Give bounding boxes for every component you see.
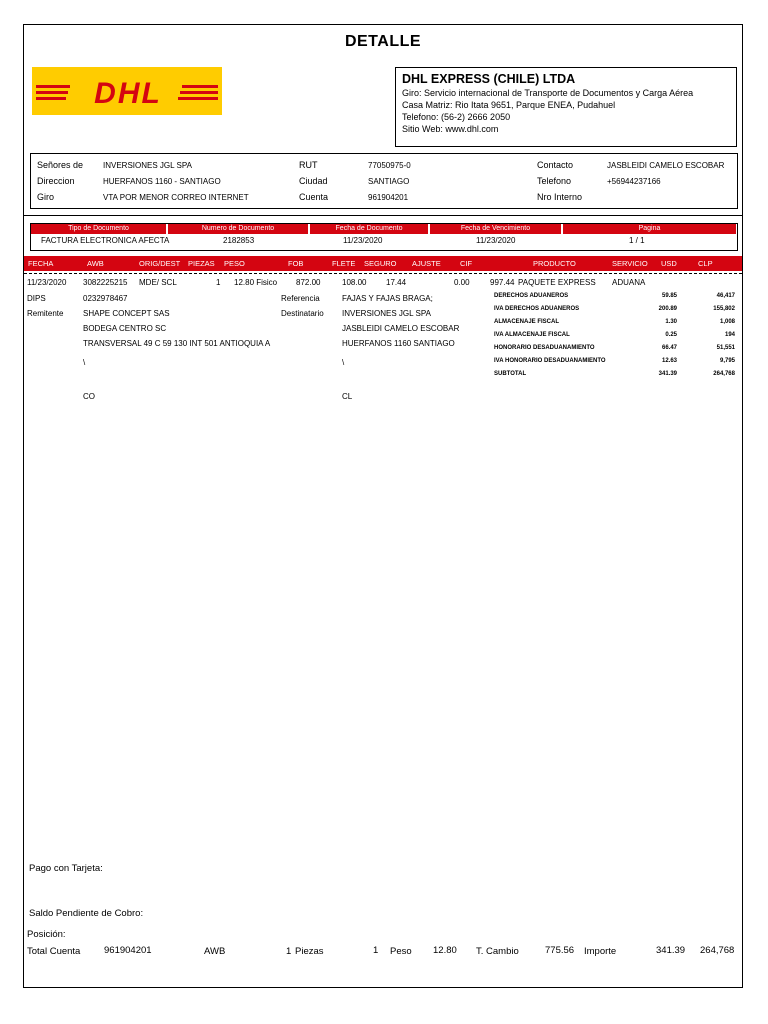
- referencia-label: Referencia: [281, 294, 320, 303]
- remitente-line: \: [83, 358, 86, 367]
- label-direccion: Direccion: [37, 176, 75, 186]
- destinatario-line: HUERFANOS 1160 SANTIAGO: [342, 339, 455, 348]
- company-giro: Giro: Servicio internacional de Transporte de Documentos y Carga Aérea: [402, 88, 694, 98]
- section-divider: [24, 215, 742, 216]
- label-telefono: Telefono: [537, 176, 572, 186]
- subtotal-clp: 264,768: [713, 371, 735, 377]
- row-producto: PAQUETE EXPRESS: [518, 278, 596, 287]
- label-rut: RUT: [299, 160, 318, 170]
- row-cif: 997.44: [490, 278, 515, 287]
- row-fecha: 11/23/2020: [27, 278, 67, 287]
- doc-header-numero: Numero de Documento: [201, 225, 275, 232]
- doc-header-pagina: Pagina: [638, 225, 661, 232]
- row-fob: 872.00: [296, 278, 321, 287]
- client-telefono: +56944237166: [607, 177, 661, 186]
- referencia-value: FAJAS Y FAJAS BRAGA;: [342, 294, 433, 303]
- label-giro: Giro: [37, 192, 55, 202]
- row-orig-dest: MDE/ SCL: [139, 278, 177, 287]
- label-cuenta: Cuenta: [299, 192, 329, 202]
- row-flete: 108.00: [342, 278, 367, 287]
- charge-clp: 9,795: [719, 358, 735, 364]
- doc-tipo: FACTURA ELECTRONICA AFECTA: [41, 236, 170, 245]
- charge-usd: 66.47: [661, 345, 677, 351]
- charge-clp: 51,551: [716, 345, 735, 351]
- doc-header-vencimiento: Fecha de Vencimiento: [460, 225, 531, 232]
- remitente-line: TRANSVERSAL 49 C 59 130 INT 501 ANTIOQUIA A: [83, 339, 271, 348]
- charge-clp: 194: [724, 332, 735, 338]
- header-dashed-rule: [24, 273, 742, 274]
- client-rut: 77050975-0: [368, 161, 411, 170]
- destinatario-country: CL: [342, 392, 353, 401]
- col-orig-dest: ORIG/DEST: [139, 259, 181, 268]
- row-ajuste: 0.00: [454, 278, 470, 287]
- company-name: DHL EXPRESS (CHILE) LTDA: [402, 72, 576, 86]
- invoice-page: [23, 24, 743, 988]
- doc-numero: 2182853: [223, 236, 255, 245]
- document-info-box: [30, 223, 738, 251]
- posicion-label: Posición:: [27, 929, 66, 940]
- destinatario-line: \: [342, 358, 345, 367]
- client-cuenta: 961904201: [368, 193, 409, 202]
- charge-label: IVA DERECHOS ADUANEROS: [494, 306, 580, 312]
- col-ajuste: AJUSTE: [412, 259, 441, 268]
- col-servicio: SERVICIO: [612, 259, 648, 268]
- client-giro: VTA POR MENOR CORREO INTERNET: [103, 193, 249, 202]
- company-website: Sitio Web: www.dhl.com: [402, 124, 499, 134]
- charge-clp: 46,417: [716, 293, 735, 299]
- label-senores: Señores de: [37, 160, 84, 170]
- peso-value: 12.80: [433, 945, 457, 956]
- subtotal-label: SUBTOTAL: [494, 371, 527, 377]
- dips-label: DIPS: [27, 294, 46, 303]
- subtotal-usd: 341.39: [658, 371, 677, 377]
- doc-header-fecha: Fecha de Documento: [335, 225, 403, 232]
- awb-label: AWB: [204, 946, 226, 957]
- client-name: INVERSIONES JGL SPA: [103, 161, 192, 170]
- col-seguro: SEGURO: [364, 259, 397, 268]
- col-flete: FLETE: [332, 259, 356, 268]
- charge-label: DERECHOS ADUANEROS: [494, 293, 569, 299]
- company-box: [395, 67, 737, 147]
- row-piezas: 1: [216, 278, 221, 287]
- charge-usd: 12.63: [661, 358, 677, 364]
- doc-vencimiento: 11/23/2020: [476, 236, 516, 245]
- client-address: HUERFANOS 1160 - SANTIAGO: [103, 177, 221, 186]
- dhl-logo-mark: [32, 67, 222, 115]
- col-peso: PESO: [224, 259, 245, 268]
- col-fob: FOB: [288, 259, 304, 268]
- destinatario-label: Destinatario: [281, 309, 324, 318]
- tcambio-label: T. Cambio: [476, 946, 519, 957]
- total-cuenta-label: Total Cuenta: [27, 946, 81, 957]
- importe-usd: 341.39: [656, 945, 686, 956]
- dips-value: 0232978467: [83, 294, 128, 303]
- charge-label: IVA HONORARIO DESADUANAMIENTO: [494, 358, 606, 364]
- importe-label: Importe: [584, 946, 617, 957]
- col-clp: CLP: [698, 259, 713, 268]
- doc-fecha: 11/23/2020: [343, 236, 383, 245]
- charge-clp: 1,008: [719, 319, 735, 325]
- col-producto: PRODUCTO: [533, 259, 576, 268]
- destinatario-line: JASBLEIDI CAMELO ESCOBAR: [342, 324, 460, 333]
- row-seguro: 17.44: [386, 278, 407, 287]
- dhl-logo: [32, 67, 222, 115]
- col-awb: AWB: [87, 259, 104, 268]
- remitente-line: SHAPE CONCEPT SAS: [83, 309, 170, 318]
- total-cuenta-value: 961904201: [104, 945, 152, 956]
- client-box: [30, 153, 738, 209]
- importe-clp: 264,768: [700, 945, 735, 956]
- row-awb: 3082225215: [83, 278, 128, 287]
- tcambio-value: 775.56: [545, 945, 575, 956]
- doc-header-tipo: Tipo de Documento: [68, 225, 129, 232]
- remitente-label: Remitente: [27, 309, 64, 318]
- charge-label: HONORARIO DESADUANAMIENTO: [494, 345, 595, 351]
- charge-label: IVA ALMACENAJE FISCAL: [494, 332, 570, 338]
- dhl-logo-text: DHL: [94, 77, 162, 110]
- remitente-country: CO: [83, 392, 95, 401]
- peso-label: Peso: [390, 946, 412, 957]
- client-ciudad: SANTIAGO: [368, 177, 410, 186]
- row-peso: 12.80 Fisico: [234, 278, 278, 287]
- peso-count: 1: [373, 945, 379, 956]
- label-ciudad: Ciudad: [299, 176, 328, 186]
- col-piezas: PIEZAS: [188, 259, 215, 268]
- charge-label: ALMACENAJE FISCAL: [494, 319, 560, 325]
- row-servicio: ADUANA: [612, 278, 646, 287]
- company-address: Casa Matriz: Rio Itata 9651, Parque ENEA, Pudahuel: [402, 100, 616, 110]
- charge-usd: 200.89: [658, 306, 677, 312]
- pago-tarjeta: Pago con Tarjeta:: [29, 863, 103, 874]
- page-title: DETALLE: [344, 33, 422, 50]
- label-nro-interno: Nro Interno: [537, 192, 583, 202]
- saldo-pendiente: Saldo Pendiente de Cobro:: [29, 908, 144, 919]
- client-contacto: JASBLEIDI CAMELO ESCOBAR: [607, 161, 725, 170]
- col-usd: USD: [661, 259, 677, 268]
- col-cif: CIF: [460, 259, 473, 268]
- piezas-label: Piezas: [295, 946, 324, 957]
- charge-usd: 1.30: [665, 319, 677, 325]
- company-phone: Telefono: (56-2) 2666 2050: [402, 112, 511, 122]
- label-contacto: Contacto: [537, 160, 574, 170]
- destinatario-line: INVERSIONES JGL SPA: [342, 309, 431, 318]
- col-fecha: FECHA: [28, 259, 54, 268]
- charge-clp: 155,802: [713, 306, 735, 312]
- remitente-line: BODEGA CENTRO SC: [83, 324, 167, 333]
- charge-usd: 0.25: [665, 332, 677, 338]
- piezas-count: 1: [286, 946, 292, 957]
- doc-pagina: 1 / 1: [629, 236, 645, 245]
- charge-usd: 59.85: [661, 293, 677, 299]
